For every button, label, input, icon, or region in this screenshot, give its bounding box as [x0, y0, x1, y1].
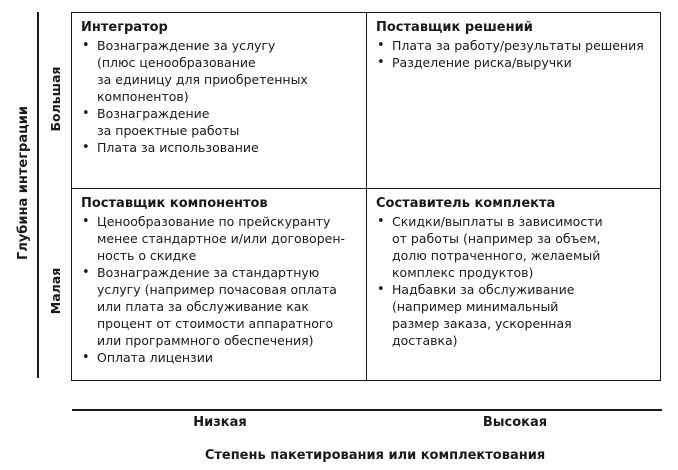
x-axis-line	[72, 409, 662, 411]
y-axis-high-label: Большая	[48, 66, 63, 132]
y-axis-title: Глубина интеграции	[16, 106, 31, 260]
quadrant-grid	[71, 12, 661, 381]
y-axis-low-label: Малая	[48, 267, 63, 315]
y-axis-line	[37, 12, 39, 378]
quadrant-bundle-assembler	[367, 189, 660, 380]
list-item: • Вознаграждение за услугу (плюс ценообразование за единицу для приобретенных компонентов)	[81, 37, 358, 105]
quadrant-list	[81, 37, 358, 156]
list-item: • Ценообразование по прейскуранту менее стандартное и/или договорен- ность о скидке	[81, 213, 358, 264]
x-axis-low-label: Низкая	[193, 415, 247, 430]
list-item: • Разделение риска/выручки	[376, 54, 652, 71]
quadrant-list	[376, 37, 652, 71]
list-item: • Оплата лицензии	[81, 349, 358, 366]
list-item: • Скидки/выплаты в зависимости от работы (например за объем, долю потраченного, желаемый комплекс продуктов)	[376, 213, 652, 281]
quadrant-title: Интегратор	[81, 20, 168, 35]
quadrant-title: Поставщик решений	[376, 20, 533, 35]
quadrant-list	[81, 213, 358, 366]
quadrant-list	[376, 213, 652, 349]
list-item: • Плата за использование	[81, 139, 358, 156]
quadrant-solution-provider	[367, 13, 660, 189]
list-item: • Плата за работу/результаты решения	[376, 37, 652, 54]
list-item: • Вознаграждение за проектные работы	[81, 105, 358, 139]
quadrant-title: Составитель комплекта	[376, 196, 556, 211]
quadrant-title: Поставщик компонентов	[81, 196, 268, 211]
list-item: • Надбавки за обслуживание (например минимальный размер заказа, ускоренная доставка)	[376, 281, 652, 349]
x-axis-title: Степень пакетирования или комплектования	[204, 448, 546, 463]
list-item: • Вознаграждение за стандартную услугу (например почасовая оплата или плата за обслуживание как процент от стоимости аппаратного или программного обеспечения)	[81, 264, 358, 349]
x-axis-high-label: Высокая	[482, 415, 548, 430]
quadrant-integrator	[72, 13, 367, 189]
quadrant-component-supplier	[72, 189, 367, 380]
